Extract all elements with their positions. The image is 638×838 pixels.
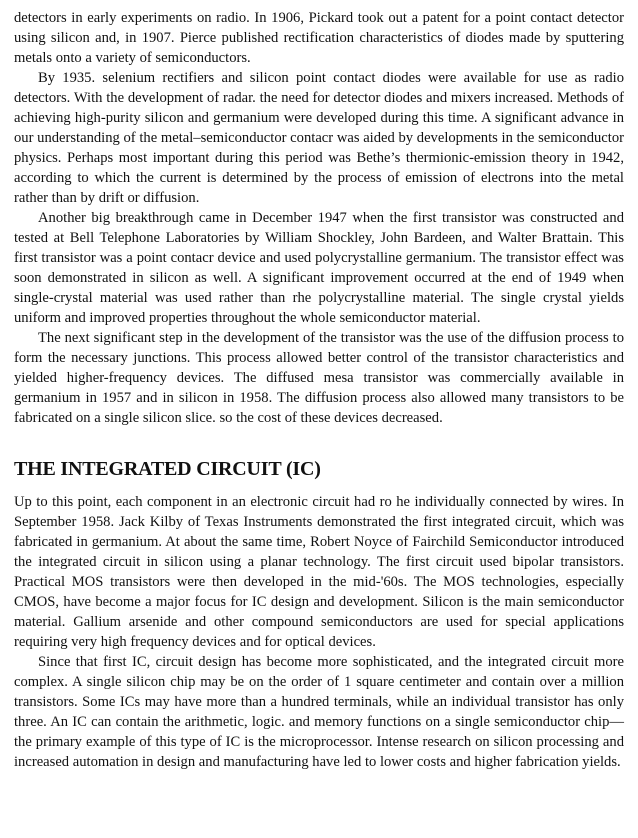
section-heading-integrated-circuit: THE INTEGRATED CIRCUIT (IC) — [14, 458, 321, 480]
paragraph-ic-complexity: Since that first IC, circuit design has become more sophisticated, and the integrated circuit more complex. A single silicon chip may be on the order of 1 square centimeter and contain over a million transistors. Some ICs may have more than a hundred terminals, while an individual transistor has only three. An IC can contain the arithmetic, logic. and memory functions on a single semiconductor chip—the primary example of this type of IC is the microprocessor. Intense research on silicon processing and increased automation in design and manufacturing have led to lower costs and higher fabrication yields. — [14, 654, 624, 770]
paragraph-ic-origins: Up to this point, each component in an electronic circuit had ro he individually connected by wires. In September 1958. Jack Kilby of Texas Instruments demonstrated the first integrated circuit, which was fabricated in germanium. At about the same time, Robert Noyce of Fairchild Semiconductor introduced the integrated circuit in silicon using a planar technology. The first circuit used bipolar transistors. Practical MOS transistors were then developed in the mid-'60s. The MOS technologies, especially CMOS, have become a major focus for IC design and development. Silicon is the main semiconductor material. Gallium arsenide and other compound semiconductors are used for special applications requiring very high frequency devices and for optical devices. — [14, 494, 624, 650]
document-page — [14, 8, 624, 772]
paragraph-selenium-rectifiers: By 1935. selenium rectifiers and silicon point contact diodes were available for use as radio detectors. With the development of radar. the need for detector diodes and mixers increased. Methods of achieving high-purity silicon and germanium were developed during this time. A significant advance in our understanding of the metal–semiconductor contacr was aided by developments in the semiconductor physics. Perhaps most important during this period was Bethe’s thermionic-emission theory in 1942, according to which the current is determined by the process of emission of electrons into the metal rather than by drift or diffusion. — [14, 70, 624, 206]
paragraph-detectors-history: detectors in early experiments on radio. In 1906, Pickard took out a patent for a point contact detector using silicon and, in 1907. Pierce published rectification characteristics of diodes made by sputtering metals onto a variety of semiconductors. — [14, 10, 624, 66]
paragraph-diffusion-process: The next significant step in the development of the transistor was the use of the diffusion process to form the necessary junctions. This process allowed better control of the transistor characteristics and yielded higher-frequency devices. The diffused mesa transistor was commercially available in germanium in 1957 and in silicon in 1958. The diffusion process also allowed many transistors to be fabricated on a single silicon slice. so the cost of these devices decreased. — [14, 330, 624, 426]
paragraph-first-transistor: Another big breakthrough came in December 1947 when the first transistor was constructed and tested at Bell Telephone Laboratories by William Shockley, John Bardeen, and Walter Brattain. This first transistor was a point contacr device and used polycrystalline germanium. The transistor effect was soon demonstrated in silicon as well. A significant improvement occurred at the end of 1949 when single-crystal material was used rather than rhe polycrystalline material. The single crystal yields uniform and improved properties throughout the whole semiconductor material. — [14, 210, 624, 326]
